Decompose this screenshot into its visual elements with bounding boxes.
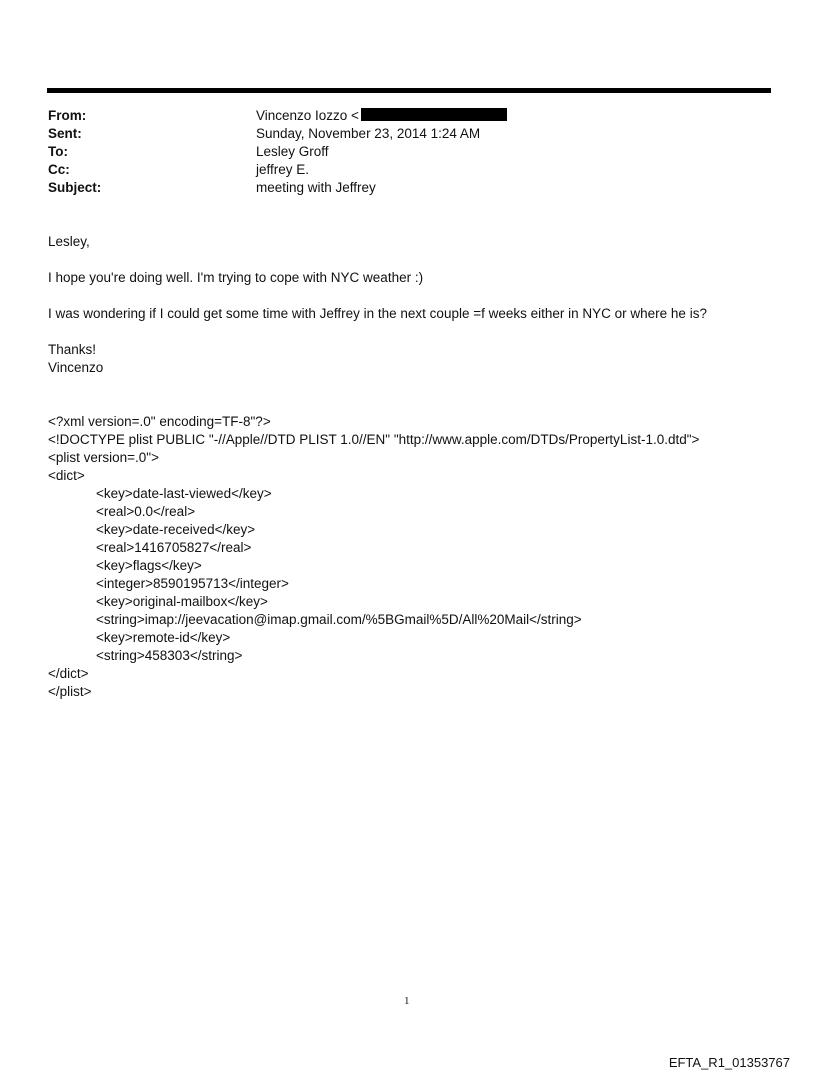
page-number: 1 (404, 995, 410, 1007)
plist-entry: <integer>8590195713</integer> (96, 576, 289, 591)
body-paragraph-2: I was wondering if I could get some time with Jeffrey in the next couple =f weeks either in NYC or where he is? (48, 306, 707, 321)
closing-thanks: Thanks! (48, 342, 97, 357)
plist-entry: <real>1416705827</real> (96, 540, 252, 555)
to-row (0, 143, 816, 161)
from-name: Vincenzo Iozzo < (256, 108, 359, 123)
subject-row (0, 179, 816, 197)
from-label: From: (48, 108, 87, 123)
plist-entry: <key>date-last-viewed</key> (96, 486, 272, 501)
plist-entry: <key>remote-id</key> (96, 630, 231, 645)
sent-row (0, 125, 816, 143)
body-paragraph-1: I hope you're doing well. I'm trying to cope with NYC weather :) (48, 270, 424, 285)
plist-entry: <real>0.0</real> (96, 504, 196, 519)
header-divider (47, 88, 771, 93)
redaction-block (361, 108, 507, 121)
plist-entry: <key>date-received</key> (96, 522, 256, 537)
subject-value: meeting with Jeffrey (256, 180, 376, 195)
document-id: EFTA_R1_01353767 (668, 1055, 790, 1070)
from-value (256, 107, 507, 125)
plist-entry: <string>458303</string> (96, 648, 243, 663)
plist-entry: <key>original-mailbox</key> (96, 594, 268, 609)
from-row (0, 107, 816, 125)
to-label: To: (48, 144, 68, 159)
plist-open-tag: <plist version=.0"> (48, 450, 159, 465)
cc-row (0, 161, 816, 179)
plist-entry: <string>imap://jeevacation@imap.gmail.com/%5BGmail%5D/All%20Mail</string> (96, 612, 582, 627)
plist-close-tag: </plist> (48, 684, 92, 699)
subject-label: Subject: (48, 180, 102, 195)
dict-close-tag: </dict> (48, 666, 89, 681)
plist-doctype: <!DOCTYPE plist PUBLIC "-//Apple//DTD PLIST 1.0//EN" "http://www.apple.com/DTDs/PropertyList-1.0.dtd"> (48, 432, 700, 447)
plist-entry: <key>flags</key> (96, 558, 202, 573)
plist-xml-declaration: <?xml version=.0" encoding=TF-8"?> (48, 414, 271, 429)
sent-label: Sent: (48, 126, 82, 141)
signature: Vincenzo (48, 360, 104, 375)
greeting: Lesley, (48, 234, 90, 249)
to-value: Lesley Groff (256, 144, 329, 159)
dict-open-tag: <dict> (48, 468, 85, 483)
sent-value: Sunday, November 23, 2014 1:24 AM (256, 126, 481, 141)
cc-label: Cc: (48, 162, 70, 177)
cc-value: jeffrey E. (256, 162, 310, 177)
